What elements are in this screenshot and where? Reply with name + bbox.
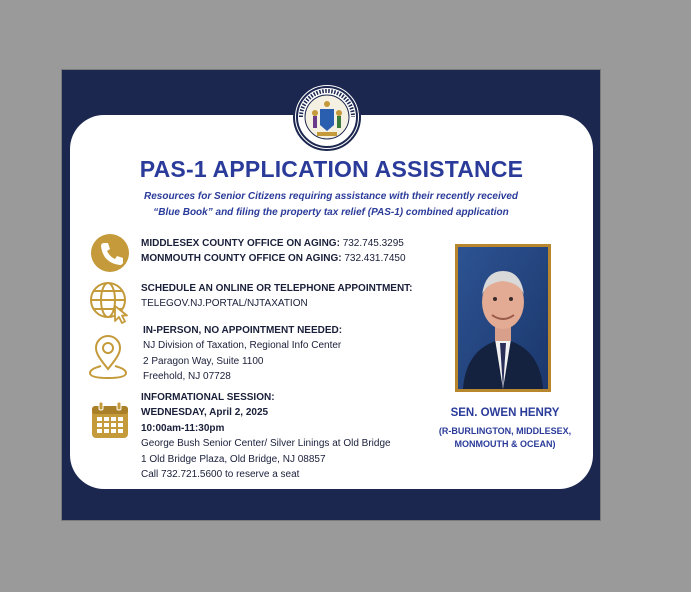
session-venue: George Bush Senior Center/ Silver Linings at Old Bridge <box>141 438 391 449</box>
subtitle <box>100 189 562 221</box>
monmouth-line <box>141 251 406 266</box>
inperson-heading: IN-PERSON, NO APPOINTMENT NEEDED: <box>143 325 343 336</box>
senator-district-line-1: (R-BURLINGTON, MIDDLESEX, <box>438 426 572 436</box>
calendar-icon <box>89 400 131 442</box>
monmouth-label: MONMOUTH COUNTY OFFICE ON AGING: <box>141 253 342 264</box>
session-date: WEDNESDAY, April 2, 2025 <box>141 407 269 418</box>
state-seal-logo <box>293 83 361 151</box>
monmouth-phone: 732.431.7450 <box>344 253 406 264</box>
online-url-link[interactable]: TELEGOV.NJ.PORTAL/NJTAXATION <box>141 298 308 309</box>
subtitle-line-2: “Blue Book” and filing the property tax relief (PAS-1) combined application <box>153 207 509 218</box>
senator-photo <box>455 244 551 392</box>
inperson-line-1: NJ Division of Taxation, Regional Info Center <box>143 340 342 351</box>
subtitle-line-1: Resources for Senior Citizens requiring assistance with their recently received <box>143 191 519 202</box>
middlesex-phone: 732.745.3295 <box>342 238 404 249</box>
middlesex-line <box>141 236 404 251</box>
page-title: PAS-1 APPLICATION ASSISTANCE <box>139 156 524 182</box>
inperson-line-2: 2 Paragon Way, Suite 1100 <box>143 356 264 367</box>
senator-district-line-2: MONMOUTH & OCEAN) <box>454 439 556 449</box>
session-call: Call 732.721.5600 to reserve a seat <box>141 469 300 480</box>
globe-cursor-icon <box>88 280 130 322</box>
session-time: 10:00am-11:30pm <box>141 423 225 434</box>
session-heading: INFORMATIONAL SESSION: <box>141 392 275 403</box>
middlesex-label: MIDDLESEX COUNTY OFFICE ON AGING: <box>141 238 340 249</box>
online-heading: SCHEDULE AN ONLINE OR TELEPHONE APPOINTMENT: <box>141 283 413 294</box>
senator-district <box>430 425 580 451</box>
senator-name: SEN. OWEN HENRY <box>450 407 560 419</box>
session-address: 1 Old Bridge Plaza, Old Bridge, NJ 08857 <box>141 454 326 465</box>
phone-icon <box>89 232 131 274</box>
inperson-line-3: Freehold, NJ 07728 <box>143 371 231 382</box>
location-pin-icon <box>87 334 129 380</box>
